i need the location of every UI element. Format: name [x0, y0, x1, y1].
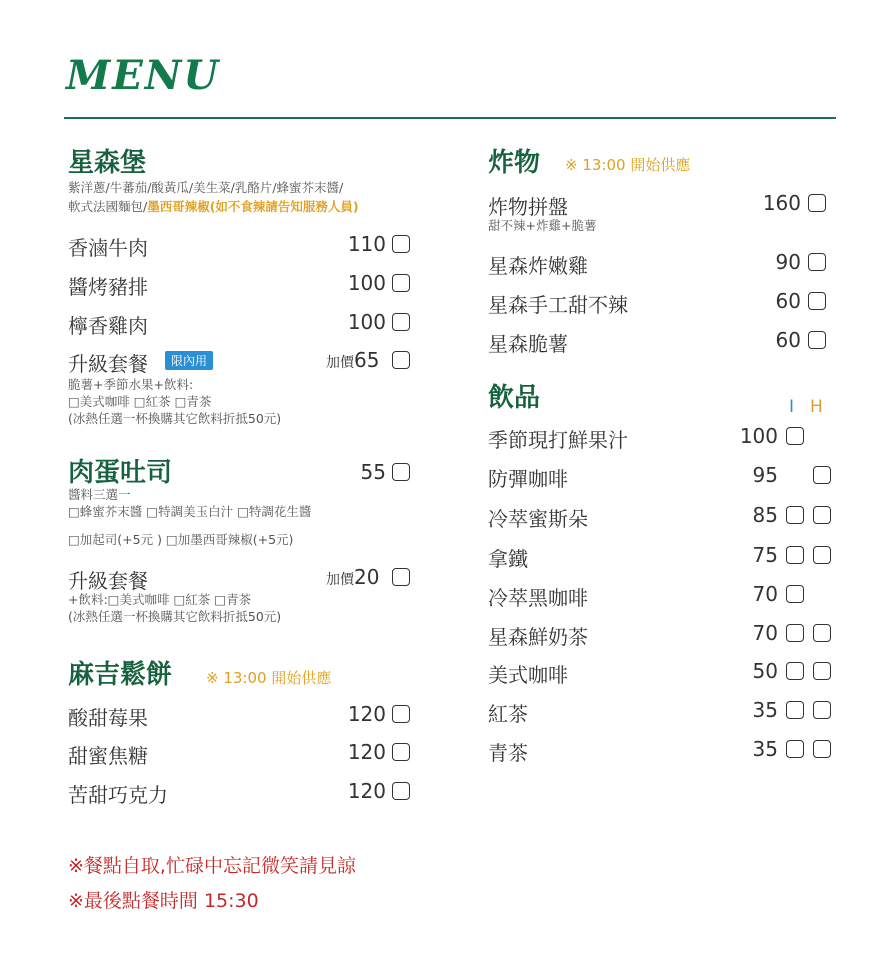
drink-item-name: 冷萃蜜斯朵	[488, 507, 588, 531]
drink-ice-checkbox[interactable]	[786, 740, 804, 758]
fried-platter-checkbox[interactable]	[808, 194, 826, 212]
drink-item-name: 美式咖啡	[488, 663, 568, 687]
mochi-item-checkbox[interactable]	[392, 782, 410, 800]
toast-desc-2: □蜂蜜芥末醬 □特調美玉白汁 □特調花生醬	[68, 504, 312, 519]
drink-ice-checkbox[interactable]	[786, 662, 804, 680]
fried-item-name: 星森炸嫩雞	[488, 254, 588, 278]
footer-note-last-order: ※最後點餐時間 15:30	[68, 890, 259, 912]
burger-item-checkbox[interactable]	[392, 274, 410, 292]
toast-upgrade-name: 升級套餐	[68, 569, 148, 593]
burger-item-name: 香滷牛肉	[68, 236, 148, 260]
drink-ice-checkbox[interactable]	[786, 624, 804, 642]
drink-ice-checkbox[interactable]	[786, 585, 804, 603]
drink-item-price: 70	[752, 582, 778, 606]
drink-ice-checkbox[interactable]	[786, 546, 804, 564]
burger-upgrade-desc-2: □美式咖啡 □紅茶 □青茶	[68, 394, 212, 409]
burger-item-name: 醬烤豬排	[68, 275, 148, 299]
mochi-item-checkbox[interactable]	[392, 743, 410, 761]
mochi-item-price: 120	[347, 702, 386, 726]
drinks-section-title: 飲品	[488, 383, 541, 413]
drink-item-name: 星森鮮奶茶	[488, 625, 588, 649]
fried-item-name: 星森脆薯	[488, 332, 568, 356]
drink-hot-checkbox[interactable]	[813, 701, 831, 719]
drink-item-name: 青茶	[488, 741, 528, 765]
drink-item-price: 50	[752, 659, 778, 683]
fried-item-name: 星森手工甜不辣	[488, 293, 628, 317]
dine-in-badge: 限內用	[165, 351, 213, 370]
burger-desc-spicy-note: 墨西哥辣椒(如不食辣請告知服務人員)	[147, 199, 359, 214]
drink-item-name: 冷萃黑咖啡	[488, 586, 588, 610]
fried-platter-desc: 甜不辣+炸雞+脆薯	[488, 218, 597, 233]
burger-section-title: 星森堡	[68, 148, 147, 178]
toast-checkbox[interactable]	[392, 463, 410, 481]
drink-hot-checkbox[interactable]	[813, 662, 831, 680]
toast-upgrade-desc-1: +飲料:□美式咖啡 □紅茶 □青茶	[68, 592, 252, 607]
drink-item-price: 85	[752, 503, 778, 527]
burger-item-price: 100	[347, 271, 386, 295]
drink-item-name: 防彈咖啡	[488, 467, 568, 491]
toast-desc-1: 醬料三選一	[68, 487, 131, 502]
burger-item-price: 100	[347, 310, 386, 334]
fried-item-checkbox[interactable]	[808, 331, 826, 349]
toast-upgrade-price: 加價20	[326, 565, 380, 589]
burger-upgrade-desc-1: 脆薯+季節水果+飲料:	[68, 377, 194, 392]
mochi-item-checkbox[interactable]	[392, 705, 410, 723]
drink-item-price: 35	[752, 737, 778, 761]
toast-section-title: 肉蛋吐司	[68, 458, 173, 488]
mochi-item-price: 120	[347, 779, 386, 803]
burger-item-checkbox[interactable]	[392, 235, 410, 253]
fried-item-checkbox[interactable]	[808, 253, 826, 271]
drink-item-price: 100	[739, 424, 778, 448]
hot-label: H	[810, 397, 823, 417]
drink-item-name: 拿鐵	[488, 547, 528, 571]
drink-item-name: 紅茶	[488, 702, 528, 726]
drink-hot-checkbox[interactable]	[813, 740, 831, 758]
ice-hot-header	[789, 397, 823, 417]
burger-item-checkbox[interactable]	[392, 313, 410, 331]
menu-logo: MENU	[66, 52, 221, 99]
drink-hot-checkbox[interactable]	[813, 466, 831, 484]
toast-upgrade-desc-2: (冰熱任選一杯換購其它飲料折抵50元)	[68, 609, 282, 624]
drink-ice-checkbox[interactable]	[786, 427, 804, 445]
burger-desc-1: 紫洋蔥/牛蕃茄/酸黃瓜/美生菜/乳酪片/蜂蜜芥末醬/	[68, 180, 344, 195]
drink-ice-checkbox[interactable]	[786, 506, 804, 524]
burger-item-name: 檸香雞肉	[68, 314, 148, 338]
drink-item-price: 95	[752, 463, 778, 487]
burger-upgrade-name: 升級套餐	[68, 352, 148, 376]
mochi-time-note: ※ 13:00 開始供應	[206, 669, 332, 687]
mochi-section-title: 麻吉鬆餅	[68, 660, 173, 690]
drink-hot-checkbox[interactable]	[813, 624, 831, 642]
fried-section-title: 炸物	[488, 148, 541, 178]
drink-hot-checkbox[interactable]	[813, 506, 831, 524]
fried-platter-price: 160	[762, 191, 801, 215]
fried-time-note: ※ 13:00 開始供應	[565, 156, 691, 174]
mochi-item-name: 甜蜜焦糖	[68, 744, 148, 768]
fried-item-price: 60	[775, 289, 801, 313]
mochi-item-price: 120	[347, 740, 386, 764]
fried-item-price: 90	[775, 250, 801, 274]
drink-item-name: 季節現打鮮果汁	[488, 428, 628, 452]
drink-item-price: 70	[752, 621, 778, 645]
toast-upgrade-checkbox[interactable]	[392, 568, 410, 586]
drink-item-price: 75	[752, 543, 778, 567]
fried-item-checkbox[interactable]	[808, 292, 826, 310]
burger-upgrade-price: 加價65	[326, 348, 380, 372]
toast-price: 55	[360, 460, 386, 484]
drink-item-price: 35	[752, 698, 778, 722]
burger-desc-2: 軟式法國麵包/墨西哥辣椒(如不食辣請告知服務人員)	[68, 199, 359, 214]
footer-note-self-pickup: ※餐點自取,忙碌中忘記微笑請見諒	[68, 855, 356, 877]
mochi-item-name: 酸甜莓果	[68, 706, 148, 730]
mochi-item-name: 苦甜巧克力	[68, 783, 168, 807]
drink-ice-checkbox[interactable]	[786, 701, 804, 719]
ice-label: I	[789, 397, 795, 417]
burger-upgrade-desc-3: (冰熱任選一杯換購其它飲料折抵50元)	[68, 411, 282, 426]
burger-item-price: 110	[347, 232, 386, 256]
toast-desc-3: □加起司(+5元 ) □加墨西哥辣椒(+5元)	[68, 532, 294, 547]
header-divider	[64, 117, 836, 119]
burger-upgrade-checkbox[interactable]	[392, 351, 410, 369]
fried-item-price: 60	[775, 328, 801, 352]
fried-platter-name: 炸物拼盤	[488, 195, 568, 219]
drink-hot-checkbox[interactable]	[813, 546, 831, 564]
